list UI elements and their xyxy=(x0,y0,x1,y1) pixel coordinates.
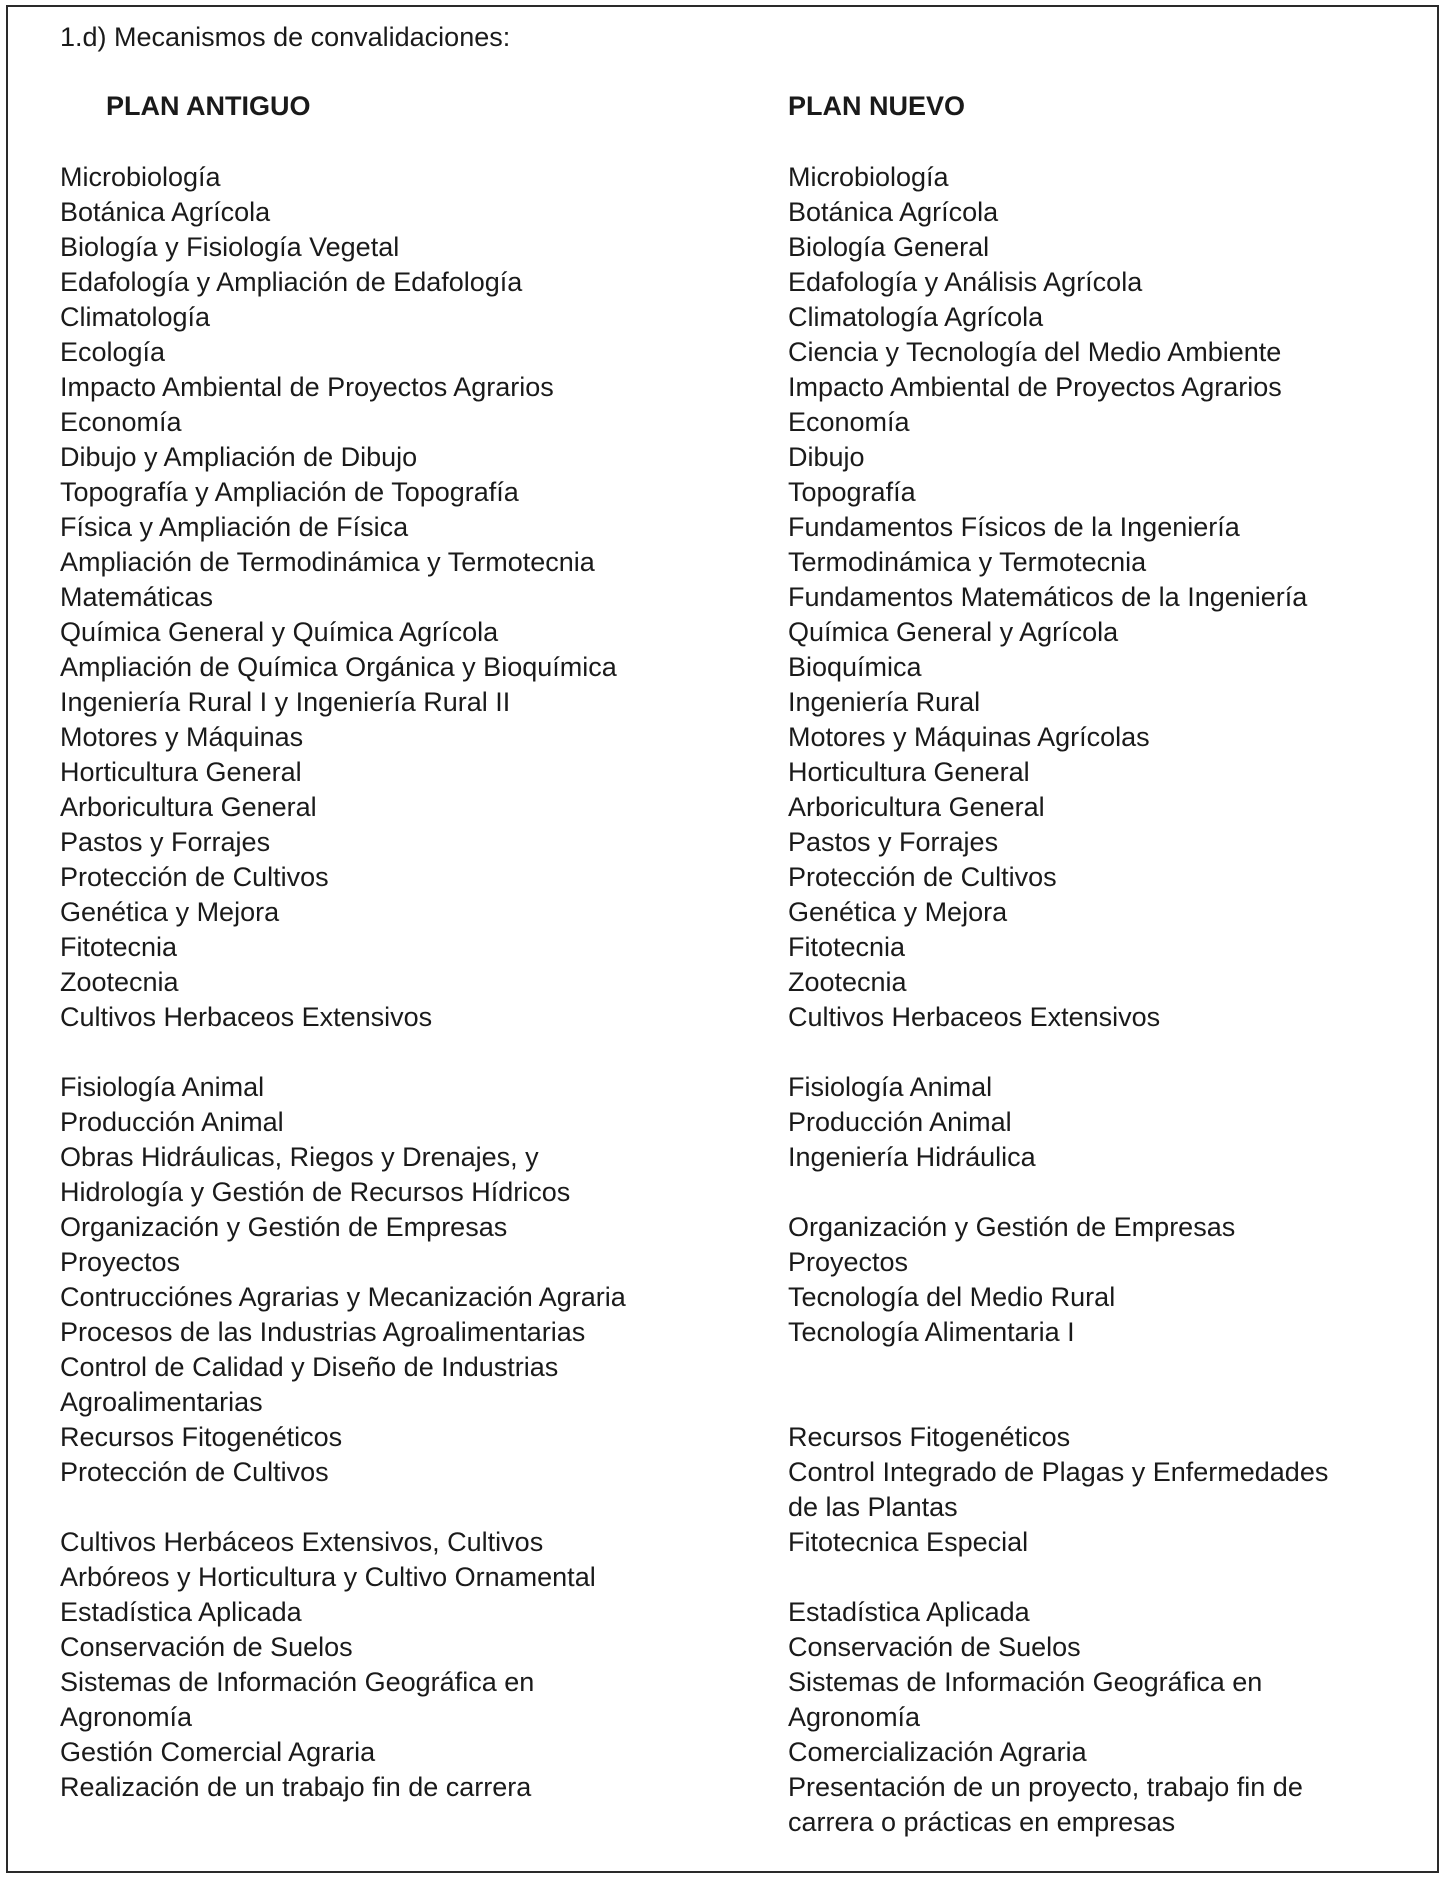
new-plan-subject: Sistemas de Información Geográfica en xyxy=(788,1667,1263,1697)
old-plan-subject: Procesos de las Industrias Agroalimentarias xyxy=(60,1317,586,1347)
new-plan-subject: carrera o prácticas en empresas xyxy=(788,1807,1176,1837)
old-plan-subject: Agroalimentarias xyxy=(60,1387,263,1417)
new-plan-subject: Genética y Mejora xyxy=(788,897,1008,927)
old-plan-subject: Estadística Aplicada xyxy=(60,1597,302,1627)
blank-line xyxy=(788,1385,1428,1420)
new-plan-column xyxy=(788,160,1428,1840)
new-plan-subject: Topografía xyxy=(788,477,916,507)
blank-line xyxy=(788,1035,1428,1070)
new-plan-subject: Zootecnia xyxy=(788,967,907,997)
old-plan-subject: Economía xyxy=(60,407,182,437)
new-plan-subject: Fisiología Animal xyxy=(788,1072,993,1102)
old-plan-subject: Conservación de Suelos xyxy=(60,1632,353,1662)
new-plan-subject: de las Plantas xyxy=(788,1492,958,1522)
old-plan-subject: Proyectos xyxy=(60,1247,181,1277)
new-plan-subject: Ciencia y Tecnología del Medio Ambiente xyxy=(788,337,1282,367)
old-plan-subject: Protección de Cultivos xyxy=(60,1457,329,1487)
old-plan-subject: Edafología y Ampliación de Edafología xyxy=(60,267,523,297)
new-plan-subject: Horticultura General xyxy=(788,757,1030,787)
old-plan-subject: Realización de un trabajo fin de carrera xyxy=(60,1772,532,1802)
new-plan-subject: Control Integrado de Plagas y Enfermedades xyxy=(788,1457,1329,1487)
new-plan-subject: Bioquímica xyxy=(788,652,922,682)
old-plan-subject: Sistemas de Información Geográfica en xyxy=(60,1667,535,1697)
old-plan-subject: Ingeniería Rural I y Ingeniería Rural II xyxy=(60,687,511,717)
old-plan-subject: Obras Hidráulicas, Riegos y Drenajes, y xyxy=(60,1142,539,1172)
new-plan-subject: Cultivos Herbaceos Extensivos xyxy=(788,1002,1161,1032)
old-plan-subject: Impacto Ambiental de Proyectos Agrarios xyxy=(60,372,554,402)
old-plan-subject: Química General y Química Agrícola xyxy=(60,617,499,647)
section-heading: 1.d) Mecanismos de convalidaciones: xyxy=(60,22,511,52)
new-plan-subject: Tecnología del Medio Rural xyxy=(788,1282,1116,1312)
new-plan-subject: Conservación de Suelos xyxy=(788,1632,1081,1662)
old-plan-subject: Climatología xyxy=(60,302,211,332)
new-plan-subject: Economía xyxy=(788,407,910,437)
old-plan-subject: Ampliación de Química Orgánica y Bioquímica xyxy=(60,652,617,682)
new-plan-title: PLAN NUEVO xyxy=(788,91,966,121)
new-plan-subject: Climatología Agrícola xyxy=(788,302,1044,332)
new-plan-subject: Ingeniería Rural xyxy=(788,687,981,717)
new-plan-subject: Estadística Aplicada xyxy=(788,1597,1030,1627)
new-plan-subject: Fitotecnia xyxy=(788,932,906,962)
blank-line xyxy=(788,1350,1428,1385)
new-plan-subject: Fitotecnica Especial xyxy=(788,1527,1029,1557)
old-plan-subject: Física y Ampliación de Física xyxy=(60,512,409,542)
new-plan-subject: Impacto Ambiental de Proyectos Agrarios xyxy=(788,372,1282,402)
old-plan-subject: Topografía y Ampliación de Topografía xyxy=(60,477,519,507)
new-plan-subject: Organización y Gestión de Empresas xyxy=(788,1212,1236,1242)
old-plan-subject: Pastos y Forrajes xyxy=(60,827,271,857)
old-plan-subject: Zootecnia xyxy=(60,967,179,997)
new-plan-subject: Ingeniería Hidráulica xyxy=(788,1142,1036,1172)
new-plan-subject: Fundamentos Físicos de la Ingeniería xyxy=(788,512,1240,542)
old-plan-subject: Fisiología Animal xyxy=(60,1072,265,1102)
old-plan-subject: Protección de Cultivos xyxy=(60,862,329,892)
old-plan-subject: Hidrología y Gestión de Recursos Hídricos xyxy=(60,1177,571,1207)
old-plan-subject: Cultivos Herbaceos Extensivos xyxy=(60,1002,433,1032)
old-plan-subject: Microbiología xyxy=(60,162,221,192)
old-plan-subject: Genética y Mejora xyxy=(60,897,280,927)
new-plan-subject: Termodinámica y Termotecnia xyxy=(788,547,1147,577)
old-plan-subject: Arboricultura General xyxy=(60,792,317,822)
old-plan-subject: Contrucciónes Agrarias y Mecanización Agraria xyxy=(60,1282,626,1312)
blank-line xyxy=(60,1490,770,1525)
old-plan-column xyxy=(60,160,770,1805)
old-plan-subject: Dibujo y Ampliación de Dibujo xyxy=(60,442,418,472)
old-plan-subject: Horticultura General xyxy=(60,757,302,787)
new-plan-subject: Recursos Fitogenéticos xyxy=(788,1422,1071,1452)
new-plan-subject: Fundamentos Matemáticos de la Ingeniería xyxy=(788,582,1308,612)
blank-line xyxy=(60,1035,770,1070)
new-plan-subject: Pastos y Forrajes xyxy=(788,827,999,857)
old-plan-subject: Arbóreos y Horticultura y Cultivo Ornamental xyxy=(60,1562,596,1592)
new-plan-subject: Química General y Agrícola xyxy=(788,617,1119,647)
old-plan-subject: Cultivos Herbáceos Extensivos, Cultivos xyxy=(60,1527,544,1557)
old-plan-subject: Motores y Máquinas xyxy=(60,722,304,752)
old-plan-subject: Recursos Fitogenéticos xyxy=(60,1422,343,1452)
old-plan-subject: Matemáticas xyxy=(60,582,214,612)
new-plan-subject: Tecnología Alimentaria I xyxy=(788,1317,1075,1347)
blank-line xyxy=(788,1560,1428,1595)
old-plan-subject: Gestión Comercial Agraria xyxy=(60,1737,376,1767)
new-plan-subject: Botánica Agrícola xyxy=(788,197,999,227)
old-plan-subject: Ampliación de Termodinámica y Termotecnia xyxy=(60,547,595,577)
old-plan-subject: Biología y Fisiología Vegetal xyxy=(60,232,400,262)
old-plan-title: PLAN ANTIGUO xyxy=(106,91,311,121)
new-plan-subject: Proyectos xyxy=(788,1247,909,1277)
old-plan-subject: Control de Calidad y Diseño de Industrias xyxy=(60,1352,559,1382)
old-plan-subject: Botánica Agrícola xyxy=(60,197,271,227)
old-plan-subject: Organización y Gestión de Empresas xyxy=(60,1212,508,1242)
old-plan-subject: Ecología xyxy=(60,337,166,367)
new-plan-subject: Producción Animal xyxy=(788,1107,1012,1137)
new-plan-subject: Edafología y Análisis Agrícola xyxy=(788,267,1143,297)
blank-line xyxy=(788,1175,1428,1210)
new-plan-subject: Presentación de un proyecto, trabajo fin de xyxy=(788,1772,1303,1802)
new-plan-subject: Motores y Máquinas Agrícolas xyxy=(788,722,1150,752)
new-plan-subject: Biología General xyxy=(788,232,990,262)
new-plan-subject: Comercialización Agraria xyxy=(788,1737,1087,1767)
old-plan-subject: Agronomía xyxy=(60,1702,193,1732)
new-plan-subject: Microbiología xyxy=(788,162,949,192)
new-plan-subject: Agronomía xyxy=(788,1702,921,1732)
new-plan-subject: Dibujo xyxy=(788,442,865,472)
old-plan-subject: Fitotecnia xyxy=(60,932,178,962)
old-plan-subject: Producción Animal xyxy=(60,1107,284,1137)
new-plan-subject: Arboricultura General xyxy=(788,792,1045,822)
new-plan-subject: Protección de Cultivos xyxy=(788,862,1057,892)
